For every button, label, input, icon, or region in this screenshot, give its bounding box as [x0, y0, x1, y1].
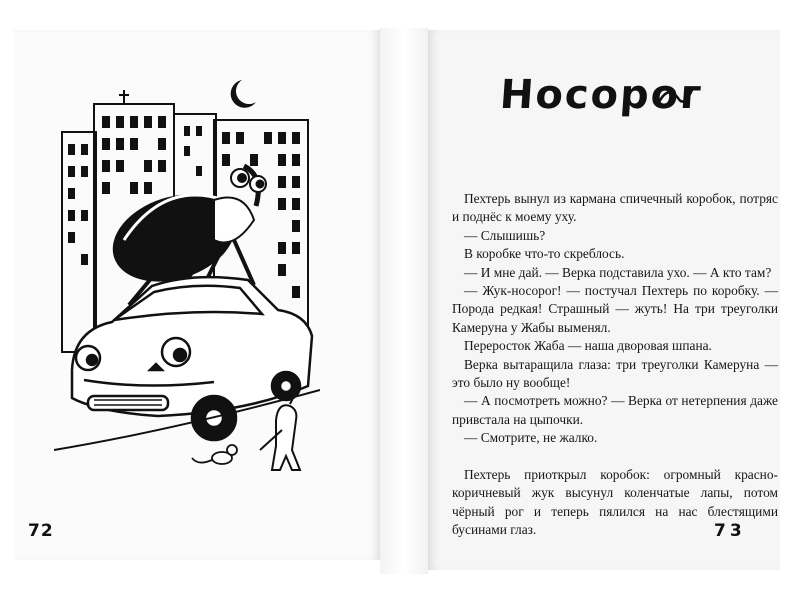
paragraph: Верка вытаращила глаза: три треуголки Камеруна — это было ну вообще! — [452, 356, 778, 391]
mouse-figure — [192, 445, 237, 464]
building-left — [62, 132, 96, 352]
paragraph: — Слышишь? — [464, 227, 546, 243]
page-number-left: 72 — [28, 521, 54, 541]
paragraph: Пехтерь вынул из кармана спичечный коробок, потряс и поднёс к моему уху. — [452, 191, 778, 225]
book-gutter — [380, 28, 428, 574]
paragraph: — А посмотреть можно? — Верка от нетерпения даже привстала на цыпочки. — [452, 393, 778, 427]
page-number-right: 73 — [714, 521, 746, 541]
paragraph: — И мне дай. — Верка подставила ухо. — А кто там? — [464, 264, 772, 280]
paragraph: Переросток Жаба — наша дворовая шпана. — [464, 338, 712, 354]
paragraph: Пехтерь приоткрыл коробок: огромный красно-коричневый жук высунул коленчатые лапы, потом чёрный рог и теперь пялился на нас блестящими бусинами глаз. — [452, 467, 778, 538]
story-text — [452, 190, 778, 540]
paragraph: В коробке что-то скреблось. — [464, 246, 625, 262]
paragraph: — Смотрите, не жалко. — [464, 430, 598, 446]
title-flourish — [654, 80, 694, 110]
beetle-car-illustration — [54, 70, 320, 480]
paragraph: — Жук-носорог! — постучал Пехтерь по коробку. — Порода редкая! Страшный — жуть! На три треуголки Камеруна у Жабы выменял. — [452, 283, 778, 335]
chapter-title: Носорог — [498, 72, 705, 118]
moon-icon — [231, 80, 256, 108]
